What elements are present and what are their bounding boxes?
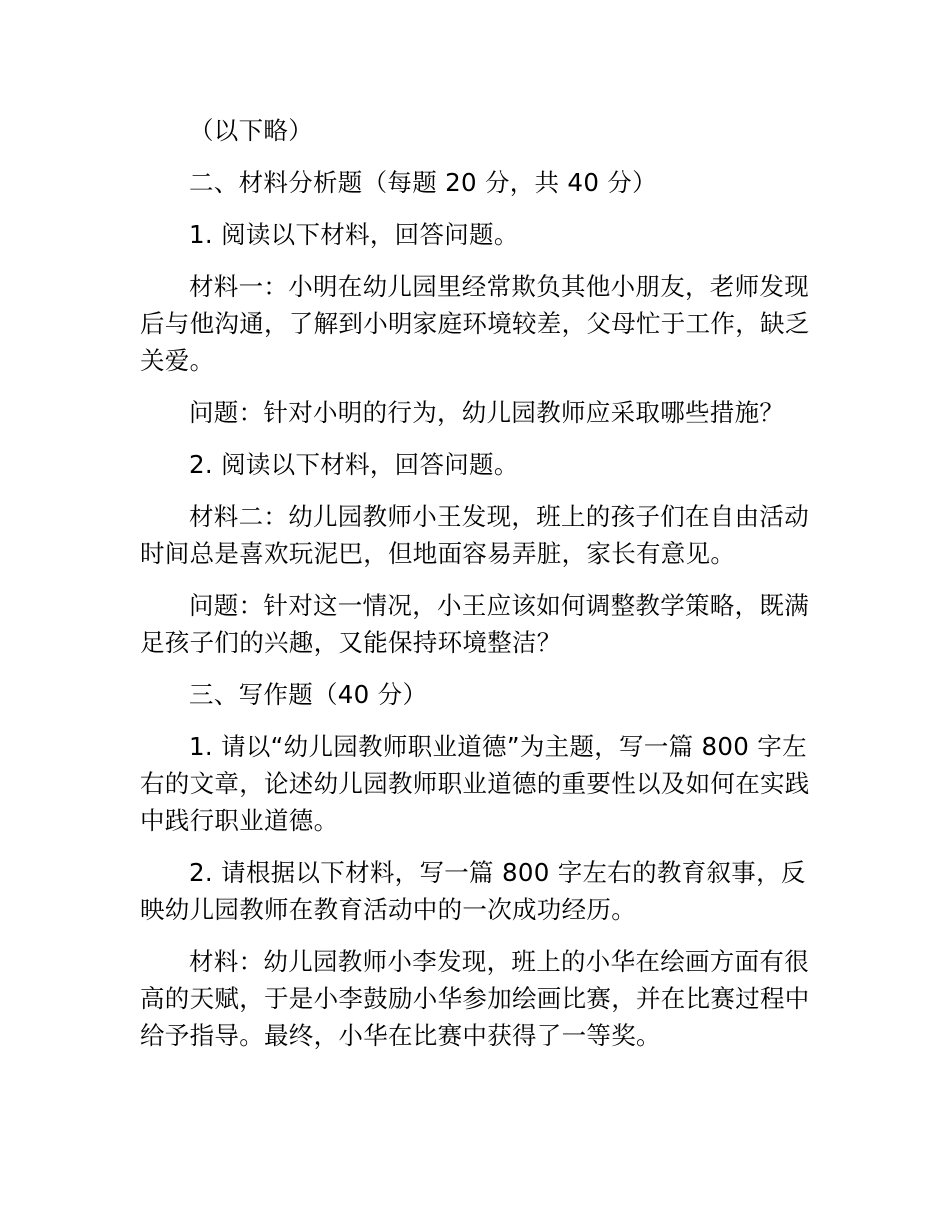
section-heading-material-analysis: 二、材料分析题（每题 20 分，共 40 分） bbox=[189, 168, 657, 197]
question-2: 问题：针对这一情况，小王应该如何调整教学策略，既满足孩子们的兴趣，又能保持环境整洁？ bbox=[140, 591, 809, 657]
question-1-prompt: 1. 阅读以下材料，回答问题。 bbox=[189, 220, 519, 249]
writing-task-2: 2. 请根据以下材料，写一篇 800 字左右的教育叙事，反映幼儿园教师在教育活动中的一次成功经历。 bbox=[140, 858, 806, 924]
omitted-note: （以下略） bbox=[189, 116, 313, 145]
material-two: 材料二：幼儿园教师小王发现，班上的孩子们在自由活动时间总是喜欢玩泥巴，但地面容易弄脏，家长有意见。 bbox=[140, 502, 809, 568]
question-2-prompt: 2. 阅读以下材料，回答问题。 bbox=[189, 450, 519, 479]
section-heading-writing: 三、写作题（40 分） bbox=[189, 680, 428, 709]
writing-material: 材料：幼儿园教师小李发现，班上的小华在绘画方面有很高的天赋，于是小李鼓励小华参加绘画比赛，并在比赛过程中给予指导。最终，小华在比赛中获得了一等奖。 bbox=[140, 947, 810, 1050]
writing-task-1: 1. 请以“幼儿园教师职业道德”为主题，写一篇 800 字左右的文章，论述幼儿园教师职业道德的重要性以及如何在实践中践行职业道德。 bbox=[140, 732, 810, 835]
document-page bbox=[140, 112, 815, 1054]
question-1: 问题：针对小明的行为，幼儿园教师应采取哪些措施？ bbox=[189, 398, 785, 427]
material-one: 材料一：小明在幼儿园里经常欺负其他小朋友，老师发现后与他沟通，了解到小明家庭环境较差，父母忙于工作，缺乏关爱。 bbox=[140, 272, 810, 375]
